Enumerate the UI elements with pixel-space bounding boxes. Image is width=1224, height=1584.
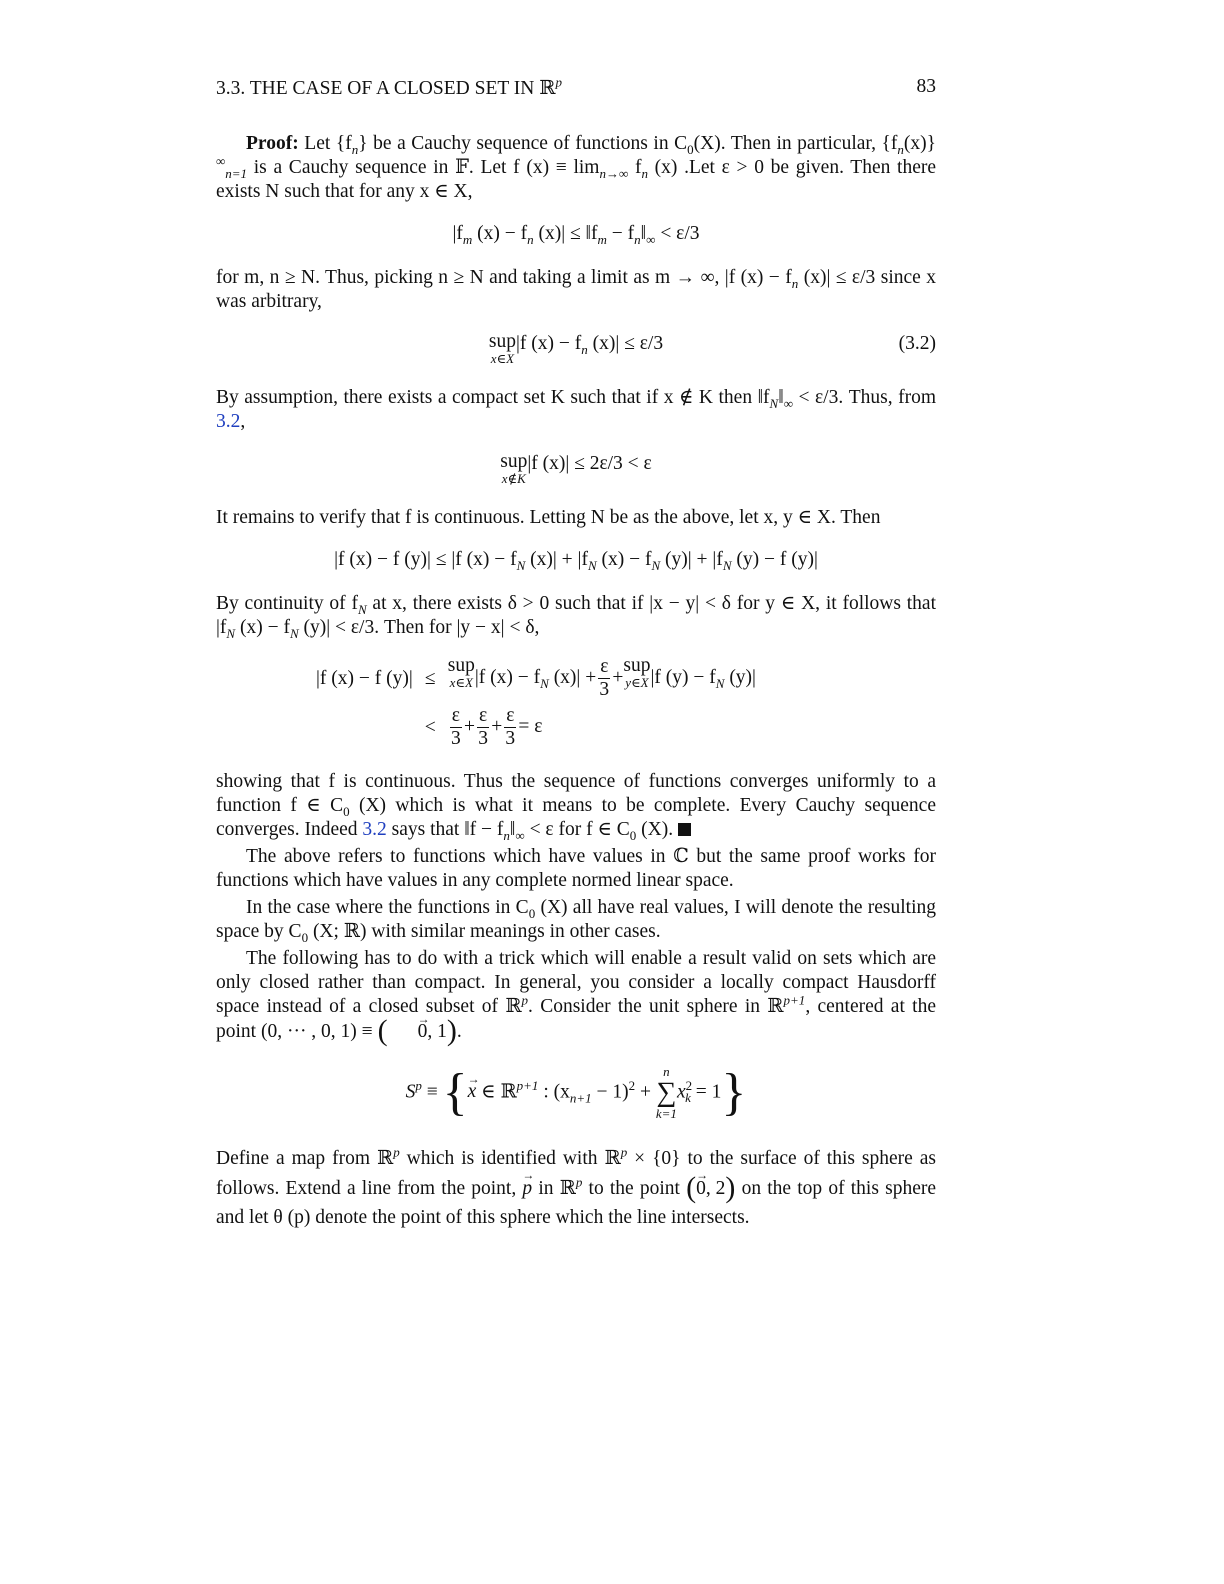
paragraph-map-definition: Define a map from ℝ$^p$ which is identified with ℝ$^p$ × {0} to the surface of this sphere as follows. Extend a line from the point, → p in ℝ$^p$ to the point (→ 0, 2) on the top of this sphere and let θ (p) denote the point of this sphere which the line intersects. [216, 1144, 936, 1232]
equation-ref-link[interactable]: 3.2 [216, 411, 241, 432]
running-header [216, 76, 936, 102]
paragraph-conclusion: showing that f is continuous. Thus the sequence of functions converges uniformly to a function f ∈ $C_0$ (X) which is what it means to be complete. Every Cauchy sequence converges. Indeed 3.2 says that ‖f − $f_n‖_\infty < \varepsilon$ for f ∈ $C_0$ (X). [216, 771, 936, 843]
align-rhs-1: sup x∈X |f $(x) - f_N$ (x)| + $\frac{\varepsilon}{3}$ +sup y∈X |f $(y) - f_N$ (y)| [447, 655, 756, 700]
paragraph-trick: The following has to do with a trick which will enable a result valid on sets which are only closed rather than compact. In general, you consider a locally compact Hausdorff space instead of a closed subset of ℝ$^p$. Consider the unit sphere in ℝ$^{p+1}$, centered at the point (0, ··· , 0, 1) ≡ (→ 0, 1). [216, 947, 936, 1044]
proof-paragraph: Proof: Let $\{f_n\}$ be a Cauchy sequence of functions in $C_0(X)$. Then in particular, $\{f_n(x)\}^\infty_{n=1}$ is a Cauchy sequence in 𝔽. Let f $(x) \equiv \lim_{n\to\infty} f_n$ (x) .Let ε > 0 be given. Then there exists N such that for any x ∈ X, [216, 133, 937, 202]
equation-number: (3.2) [898, 333, 936, 354]
page [216, 0, 936, 1584]
paragraph-delta: By continuity of $f_N$ at x, there exists δ > 0 such that if |x − y| < δ for y ∈ X, it follows that $|f_N$ $(x) - f_N$ (y)| < ε/3. Then for |y − x| < δ, [216, 593, 936, 641]
equation-cauchy-bound: $|f_m$ $(x) - f_n$ $(x)| \le ‖f_m$ − $f_n‖_\infty < \varepsilon/3$ [452, 223, 700, 247]
align-lhs: |f (x) − f (y)| [316, 667, 413, 689]
page-number: 83 [916, 76, 936, 97]
paragraph-continuity: It remains to verify that f is continuous. Letting N be as the above, let x, y ∈ X. Then [216, 507, 881, 528]
paragraph-compact-set: By assumption, there exists a compact set K such that if x ∉ K then $‖f_N‖_\infty < \varepsilon/3$. Thus, from 3.2, [216, 387, 936, 432]
equation-sup-outside-k: sup x∉K |f (x)| ≤ 2ε/3 < ε [500, 451, 652, 486]
equation-ref-link[interactable]: 3.2 [362, 819, 387, 840]
align-le: ≤ [424, 667, 436, 689]
section-title: 3.3. THE CASE OF A CLOSED SET IN ℝ$^p$ [216, 74, 562, 99]
equation-triangle: |f (x) − f (y)| ≤ |f $(x) - f_N$ $(x)| + |f_N$ $(x) - f_N$ $(y)| + |f_N$ (y) − f (y)| [334, 549, 818, 573]
equation-sphere: $S^p$ ≡ {→ x ∈ ℝ$^{p+1}$ : $(x_{n+1} - 1)^2$ + n ∑ k=1 $x^2_k = 1$} [216, 1064, 936, 1122]
align-lt: < [424, 716, 436, 738]
main-text [216, 132, 936, 1232]
equation-3-2: sup x∈X |f $(x) - f_n$ (x)| ≤ ε/3 (3.2) [488, 331, 936, 366]
qed-square [678, 823, 691, 836]
aligned-inequalities [216, 654, 936, 752]
proof-label: Proof: [246, 133, 299, 154]
paragraph-limit: for m, n ≥ N. Thus, picking n ≥ N and taking a limit as m → ∞, |f $(x) - f_n$ (x)| ≤ ε/3 since x was arbitrary, [216, 267, 936, 312]
paragraph-real-values: In the case where the functions in $C_0$ (X) all have real values, I will denote the resulting space by $C_0$ (X; ℝ) with similar meanings in other cases. [216, 897, 936, 945]
align-rhs-2: $\frac{\varepsilon}{3}$ + $\frac{\varepsilon}{3}$ + $\frac{\varepsilon}{3}$ = ε [451, 705, 543, 749]
paragraph-complex-values: The above refers to functions which have values in ℂ but the same proof works for functions which have values in any complete normed linear space. [216, 846, 936, 891]
